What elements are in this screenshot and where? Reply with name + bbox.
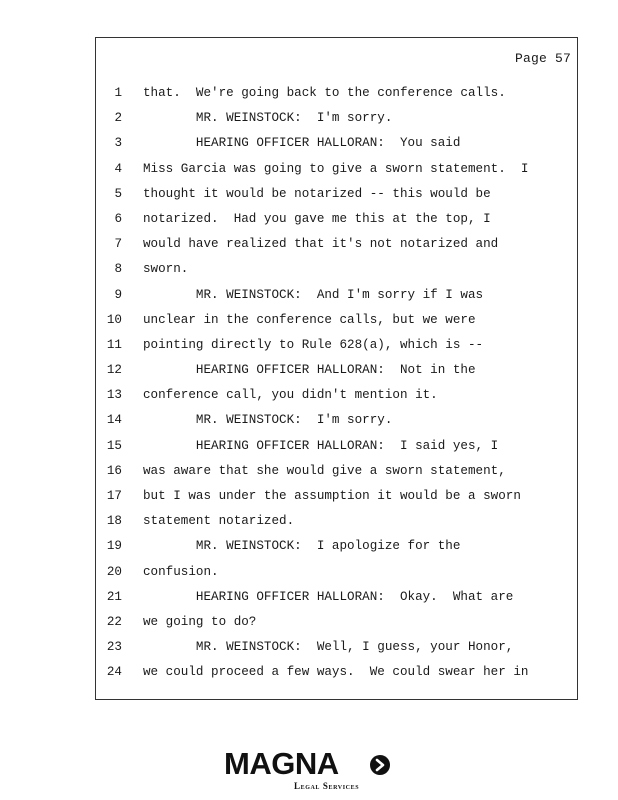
line-number: 15 [106,438,122,453]
line-number: 6 [114,211,122,226]
line-number: 7 [114,237,122,252]
line-text: MR. WEINSTOCK: I'm sorry. [143,111,393,126]
line-number: 17 [106,489,122,503]
line-number: 13 [106,388,122,403]
magna-logo [224,745,404,795]
line-text: unclear in the conference calls, but we were [143,312,476,327]
line-number: 18 [106,514,122,529]
line-number: 19 [106,539,122,554]
line-number: 2 [114,111,122,126]
page-number: Page 57 [514,51,571,66]
line-text: MR. WEINSTOCK: I apologize for the [143,539,461,554]
line-text: was aware that she would give a sworn statement, [143,463,506,478]
chevron-right-icon [369,754,391,776]
line-number: 1 [114,86,122,100]
line-text: we could proceed a few ways. We could swear her in [143,665,529,680]
line-number: 24 [106,665,122,680]
line-text: thought it would be notarized -- this would be [143,186,491,201]
line-number: 11 [106,337,122,352]
line-number: 4 [114,161,122,176]
line-number: 8 [114,262,122,277]
line-text: we going to do? [143,614,257,629]
line-number: 10 [106,312,122,327]
line-text: MR. WEINSTOCK: I'm sorry. [143,413,393,428]
line-number: 3 [114,136,122,151]
line-text: Miss Garcia was going to give a sworn statement. I [143,161,529,176]
line-number: 12 [106,363,122,378]
line-text: MR. WEINSTOCK: Well, I guess, your Honor, [143,640,514,655]
logo-wordmark: MAGNA [224,746,339,781]
line-text: notarized. Had you gave me this at the top, I [143,211,491,226]
line-number: 14 [106,413,122,428]
line-number: 20 [106,564,122,579]
line-number: 9 [114,287,122,302]
line-text: HEARING OFFICER HALLORAN: You said [143,136,461,151]
line-text: HEARING OFFICER HALLORAN: Not in the [143,363,476,378]
line-number: 23 [106,640,122,655]
line-text: that. We're going back to the conference calls. [143,86,506,100]
line-text: sworn. [143,262,189,277]
transcript-page [95,37,578,700]
line-number: 16 [106,463,122,478]
line-number: 5 [114,186,122,201]
line-text: would have realized that it's not notarized and [143,237,499,252]
line-number: 21 [106,589,122,604]
line-text: conference call, you didn't mention it. [143,388,438,403]
line-text: confusion. [143,564,219,579]
line-text: HEARING OFFICER HALLORAN: I said yes, I [143,438,499,453]
logo-subtitle: Legal Services [294,781,360,791]
line-text: MR. WEINSTOCK: And I'm sorry if I was [143,287,484,302]
line-text: but I was under the assumption it would be a sworn [143,489,521,503]
line-number: 22 [106,614,122,629]
line-text: HEARING OFFICER HALLORAN: Okay. What are [143,589,514,604]
line-text: pointing directly to Rule 628(a), which is -- [143,337,484,352]
line-text: statement notarized. [143,514,295,529]
